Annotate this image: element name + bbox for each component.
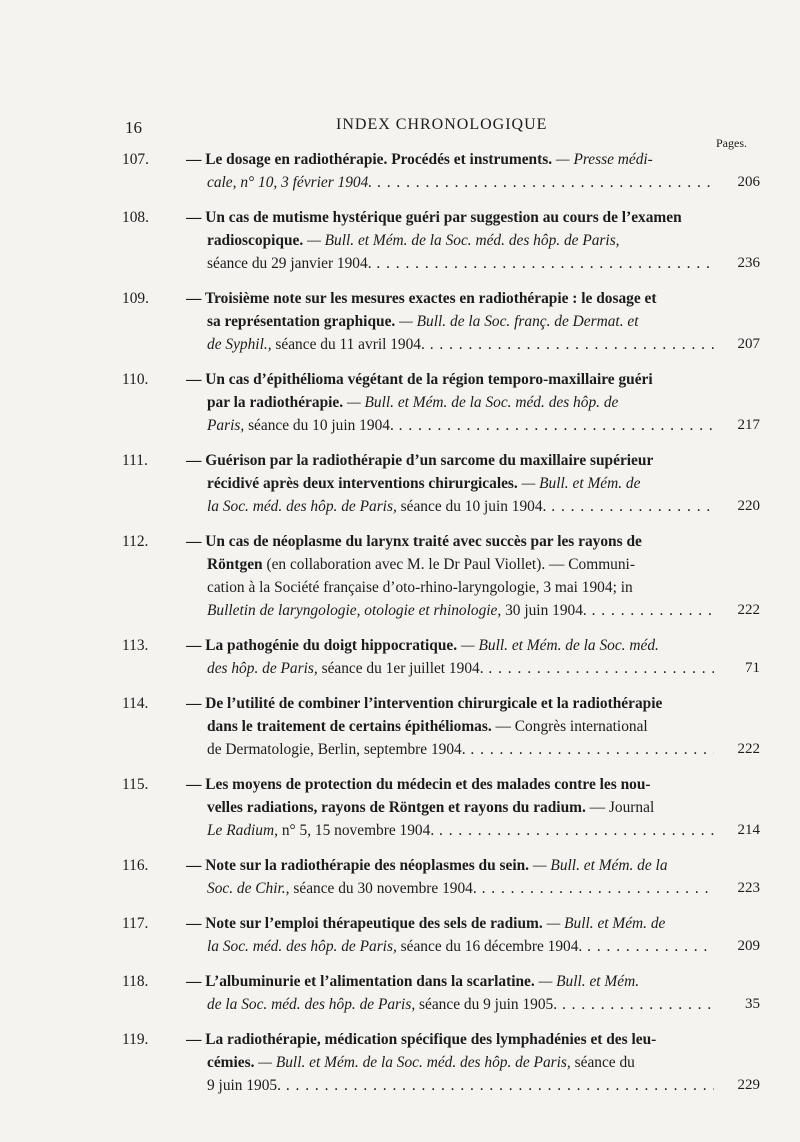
index-entry [0, 449, 800, 518]
entry-page: 206 [737, 174, 760, 190]
entry-title-cont: récidivé après deux interventions chirurgicales. [207, 475, 518, 492]
entry-number: 117. [122, 915, 149, 932]
entry-date-line: 9 juin 1905. [207, 1077, 281, 1094]
index-entry [0, 692, 800, 761]
entry-source: — Bull. et Mém. [538, 973, 640, 990]
index-entry [0, 368, 800, 437]
entry-title-cont: par la radiothérapie. [207, 394, 344, 411]
entry-title-cont: sa représentation graphique. [207, 313, 396, 330]
entry-number: 112. [122, 533, 149, 550]
entry-date-line: séance du 30 novembre 1904. [293, 880, 477, 897]
entry-title-cont: Röntgen [207, 556, 263, 573]
entry-date-line: séance du 11 avril 1904. [275, 336, 425, 353]
entry-page: 217 [737, 417, 760, 433]
index-entry [0, 530, 800, 622]
entry-page: 35 [745, 996, 760, 1012]
entry-number: 109. [122, 290, 149, 307]
index-entry [0, 634, 800, 680]
entry-number: 107. [122, 151, 149, 168]
entry-number: 113. [122, 637, 149, 654]
entry-date-line: séance du 1er juillet 1904. [321, 660, 484, 677]
index-entry [0, 773, 800, 842]
entry-number: 115. [122, 776, 149, 793]
entry-note-cont: cation à la Société française d’oto-rhino-laryngologie, 3 mai 1904; in [207, 579, 633, 596]
entry-title: — Un cas de néoplasme du larynx traité avec succès par les rayons de [186, 533, 642, 550]
entry-note: (en collaboration avec M. le Dr Paul Viollet). — Communi- [266, 556, 635, 573]
entry-page: 222 [737, 741, 760, 757]
entry-number: 111. [122, 452, 148, 469]
entry-source: — Bull. et Mém. de la [532, 857, 668, 874]
entry-number: 118. [122, 973, 149, 990]
entry-title: — Le dosage en radiothérapie. Procédés et instruments. [186, 151, 553, 168]
entry-title: — Les moyens de protection du médecin et des malades contre les nou- [186, 776, 651, 793]
entry-date-line: de Dermatologie, Berlin, septembre 1904. [207, 741, 466, 758]
entry-date-line: n° 5, 15 novembre 1904. [281, 822, 435, 839]
entry-page: 223 [737, 880, 760, 896]
entry-number: 108. [122, 209, 149, 226]
entry-title: — L’albuminurie et l’alimentation dans la scarlatine. [186, 973, 535, 990]
index-entry [0, 206, 800, 275]
entry-number: 116. [122, 857, 149, 874]
entry-title: — Un cas d’épithélioma végétant de la région temporo-maxillaire guéri [186, 371, 653, 388]
entry-title: — Note sur l’emploi thérapeutique des sels de radium. [186, 915, 543, 932]
entry-source-cont: la Soc. méd. des hôp. de Paris, [207, 498, 397, 515]
entry-source: Bulletin de laryngologie, otologie et rhinologie, [207, 602, 502, 619]
entry-title-cont: radioscopique. [207, 232, 304, 249]
entry-page: 236 [737, 255, 760, 271]
entry-page: 71 [745, 660, 760, 676]
entry-source-cont: de Syphil., [207, 336, 272, 353]
entry-source-cont: Soc. de Chir., [207, 880, 290, 897]
pages-column-label: Pages. [716, 136, 747, 150]
entry-page: 229 [737, 1077, 760, 1093]
entry-page: 207 [737, 336, 760, 352]
entry-source: — Bull. et Mém. de [546, 915, 666, 932]
entry-date-line: séance du 9 juin 1905. [419, 996, 558, 1013]
entry-number: 119. [122, 1031, 149, 1048]
index-entry [0, 854, 800, 900]
entry-source: — Bull. et Mém. de la Soc. méd. [460, 637, 659, 654]
entry-page: 220 [737, 498, 760, 514]
entry-page: 209 [737, 938, 760, 954]
entry-source-cont: de la Soc. méd. des hôp. de Paris, [207, 996, 416, 1013]
entry-date-line: séance du 10 juin 1904. [248, 417, 394, 434]
entry-title: — Un cas de mutisme hystérique guéri par suggestion au cours de l’examen [186, 209, 682, 226]
entry-source-cont: des hôp. de Paris, [207, 660, 318, 677]
entry-title: — La radiothérapie, médication spécifique des lymphadénies et des leu- [186, 1031, 657, 1048]
entry-number: 114. [122, 695, 149, 712]
entry-source: — Journal [589, 799, 655, 816]
index-entry [0, 970, 800, 1016]
entry-source: — Bull. et Mém. de la Soc. méd. des hôp. de Paris, [258, 1054, 571, 1071]
entry-source: — Bull. et Mém. de [521, 475, 641, 492]
index-entry [0, 1028, 800, 1097]
entry-date-line: cale, n° 10, 3 février 1904. [207, 174, 373, 191]
index-entry [0, 287, 800, 356]
entry-source: — Congrès international [495, 718, 648, 735]
index-entry [0, 912, 800, 958]
entry-date-line: séance du 29 janvier 1904. [207, 255, 372, 272]
entry-date-line: 30 juin 1904. [505, 602, 587, 619]
entry-title: — Note sur la radiothérapie des néoplasmes du sein. [186, 857, 530, 874]
entry-page: 214 [737, 822, 760, 838]
entry-title: — La pathogénie du doigt hippocratique. [186, 637, 458, 654]
entry-title: — De l’utilité de combiner l’intervention chirurgicale et la radiothérapie [186, 695, 663, 712]
entry-title: — Troisième note sur les mesures exactes en radiothérapie : le dosage et [186, 290, 657, 307]
page-number: 16 [125, 118, 142, 137]
index-entry [0, 148, 800, 194]
entry-source-cont: Paris, [207, 417, 245, 434]
entry-source-cont: Le Radium, [207, 822, 278, 839]
entry-page: 222 [737, 602, 760, 618]
entry-title-cont: cémies. [207, 1054, 255, 1071]
entry-source-cont: la Soc. méd. des hôp. de Paris, [207, 938, 397, 955]
entry-source: — Bull. et Mém. de la Soc. méd. des hôp. de Paris, [307, 232, 620, 249]
running-head: INDEX CHRONOLOGIQUE [336, 116, 548, 133]
entry-date-prefix: séance du [574, 1054, 635, 1071]
chronological-index-list [0, 148, 800, 1109]
entry-title-cont: dans le traitement de certains épithéliomas. [207, 718, 492, 735]
entry-source: — Presse médi- [555, 151, 653, 168]
entry-title: — Guérison par la radiothérapie d’un sarcome du maxillaire supérieur [186, 452, 654, 469]
entry-date-line: séance du 10 juin 1904. [400, 498, 547, 515]
entry-date-line: séance du 16 décembre 1904. [400, 938, 583, 955]
entry-source: — Bull. de la Soc. franç. de Dermat. et [399, 313, 639, 330]
entry-number: 110. [122, 371, 149, 388]
entry-title-cont: velles radiations, rayons de Röntgen et rayons du radium. [207, 799, 586, 816]
entry-source: — Bull. et Mém. de la Soc. méd. des hôp. de [346, 394, 619, 411]
